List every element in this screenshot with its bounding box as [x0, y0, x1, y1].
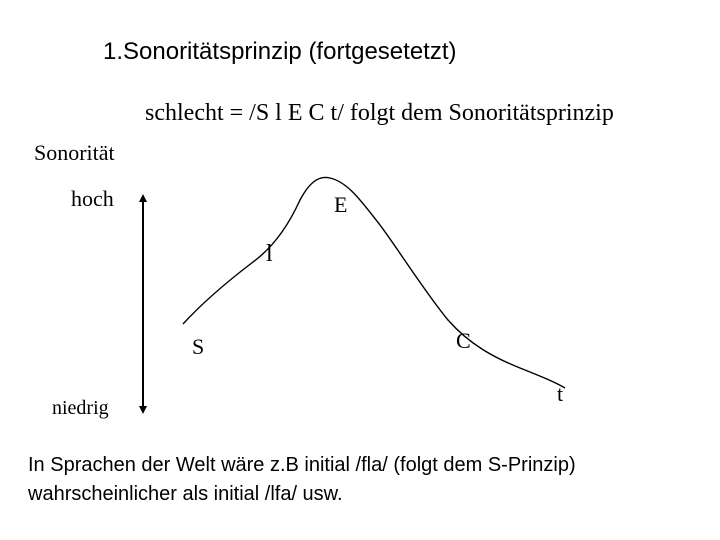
segment-s: S — [192, 334, 205, 359]
example-sentence: schlecht = /S l E C t/ folgt dem Sonoritätsprinzip — [145, 100, 614, 126]
segment-c: C — [456, 328, 471, 353]
sonority-curve — [183, 177, 565, 388]
axis-low-label: niedrig — [52, 397, 109, 419]
segment-e: E — [334, 192, 348, 217]
segment-t: t — [557, 381, 564, 406]
segment-l: l — [266, 241, 273, 267]
axis-high-label: hoch — [71, 186, 114, 211]
slide-title: 1.Sonoritätsprinzip (fortgesetetzt) — [103, 38, 457, 65]
footnote-text: In Sprachen der Welt wäre z.B initial /fla/ (folgt dem S-Prinzip) wahrscheinlicher als initial /lfa/ usw. — [28, 454, 576, 505]
sonority-axis-label: Sonorität — [34, 140, 115, 165]
